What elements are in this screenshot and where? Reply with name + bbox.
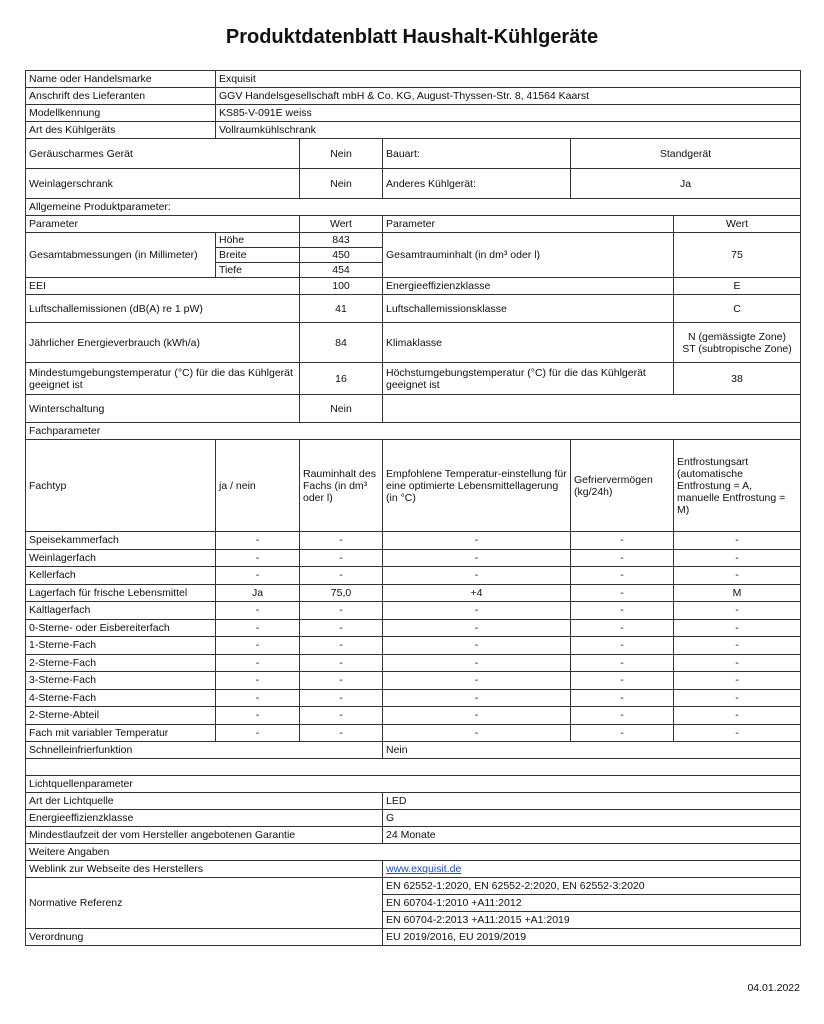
table-header-row [26, 216, 801, 233]
cell-label: EEI [26, 278, 300, 295]
cell-value: 100 [300, 278, 383, 295]
compartment-name: Lagerfach für frische Lebensmittel [26, 584, 216, 602]
compartment-name: 3-Sterne-Fach [26, 672, 216, 690]
cell-label: Höchstumgebungstemperatur (°C) für die das Kühlgerät geeignet ist [383, 363, 674, 395]
table-row [26, 122, 801, 139]
cell-label: Klimaklasse [383, 323, 674, 363]
compartment-temp: - [383, 602, 571, 620]
cell-label: Tiefe [216, 263, 300, 278]
compartment-vol: 75,0 [300, 584, 383, 602]
compartment-name: Kellerfach [26, 567, 216, 585]
table-row [26, 233, 801, 248]
compartment-name: 2-Sterne-Fach [26, 654, 216, 672]
compartment-freeze: - [571, 637, 674, 655]
cell-value: EU 2019/2016, EU 2019/2019 [383, 929, 801, 946]
section-heading: Allgemeine Produktparameter: [26, 199, 801, 216]
compartment-yn: - [216, 654, 300, 672]
table-row [26, 105, 801, 122]
cell-label: Bauart: [383, 139, 571, 169]
compartment-temp: - [383, 672, 571, 690]
table-row [26, 567, 801, 585]
compartment-defrost: - [674, 532, 801, 550]
compartment-freeze: - [571, 584, 674, 602]
table-row [26, 602, 801, 620]
cell-label: Art der Lichtquelle [26, 793, 383, 810]
spacer-row [26, 759, 801, 776]
cell-label: Luftschallemissionsklasse [383, 295, 674, 323]
table-row [26, 637, 801, 655]
compartment-freeze: - [571, 532, 674, 550]
header-cell: Rauminhalt des Fachs (in dm³ oder l) [300, 440, 383, 532]
compartment-temp: - [383, 637, 571, 655]
compartment-yn: - [216, 602, 300, 620]
compartment-rows [26, 532, 801, 742]
cell-value: 843 [300, 233, 383, 248]
cell-value: G [383, 810, 801, 827]
table-row [26, 742, 801, 759]
section-heading: Lichtquellenparameter [26, 776, 801, 793]
cell-value [383, 861, 801, 878]
climate-class-2: ST (subtropische Zone) [682, 342, 792, 355]
compartment-freeze: - [571, 654, 674, 672]
cell-label: Energieeffizienzklasse [383, 278, 674, 295]
cell-value: Nein [300, 395, 383, 423]
cell-value: 75 [674, 233, 801, 278]
header-cell: Parameter [26, 216, 300, 233]
compartment-yn: - [216, 637, 300, 655]
table-row [26, 584, 801, 602]
document-date: 04.01.2022 [747, 982, 800, 994]
compartment-defrost: - [674, 637, 801, 655]
cell-label: Weinlagerschrank [26, 169, 300, 199]
cell-label: Name oder Handelsmarke [26, 71, 216, 88]
compartment-temp: - [383, 707, 571, 725]
compartment-vol: - [300, 689, 383, 707]
cell-value: EN 62552-1:2020, EN 62552-2:2020, EN 62552-3:2020 [383, 878, 801, 895]
cell-label: Anschrift des Lieferanten [26, 88, 216, 105]
compartment-defrost: M [674, 584, 801, 602]
compartment-temp: - [383, 549, 571, 567]
header-cell: ja / nein [216, 440, 300, 532]
cell-label: Verordnung [26, 929, 383, 946]
cell-label: Energieeffizienzklasse [26, 810, 383, 827]
table-row [26, 724, 801, 742]
compartment-vol: - [300, 654, 383, 672]
cell-value: 41 [300, 295, 383, 323]
cell-label: Normative Referenz [26, 878, 383, 929]
product-data-table [25, 70, 801, 946]
cell-label: Höhe [216, 233, 300, 248]
compartment-vol: - [300, 602, 383, 620]
compartment-freeze: - [571, 707, 674, 725]
compartment-yn: - [216, 532, 300, 550]
compartment-vol: - [300, 637, 383, 655]
table-row [26, 619, 801, 637]
header-cell: Entfrostungsart (automatische Entfrostung = A, manuelle Entfrostung = M) [674, 440, 801, 532]
cell-value: Exquisit [216, 71, 801, 88]
compartment-temp: - [383, 689, 571, 707]
table-row [26, 672, 801, 690]
table-row [26, 532, 801, 550]
table-row [26, 169, 801, 199]
cell-label: Breite [216, 248, 300, 263]
compartment-temp: - [383, 654, 571, 672]
compartment-freeze: - [571, 689, 674, 707]
cell-value: EN 60704-1:2010 +A11:2012 [383, 895, 801, 912]
cell-value: GGV Handelsgesellschaft mbH & Co. KG, August-Thyssen-Str. 8, 41564 Kaarst [216, 88, 801, 105]
compartment-yn: - [216, 567, 300, 585]
compartment-defrost: - [674, 672, 801, 690]
cell-value: Nein [300, 139, 383, 169]
compartment-temp: - [383, 532, 571, 550]
compartment-freeze: - [571, 619, 674, 637]
manufacturer-link[interactable]: www.exquisit.de [386, 863, 462, 875]
cell-label: Art des Kühlgeräts [26, 122, 216, 139]
compartment-name: Fach mit variabler Temperatur [26, 724, 216, 742]
cell-label: Anderes Kühlgerät: [383, 169, 571, 199]
cell-value: C [674, 295, 801, 323]
cell-label: Gesamtrauminhalt (in dm³ oder l) [383, 233, 674, 278]
cell-value: Standgerät [571, 139, 801, 169]
section-row [26, 776, 801, 793]
compartment-vol: - [300, 724, 383, 742]
table-row [26, 654, 801, 672]
table-row [26, 707, 801, 725]
compartment-name: 1-Sterne-Fach [26, 637, 216, 655]
table-row [26, 363, 801, 395]
cell-label: Luftschallemissionen (dB(A) re 1 pW) [26, 295, 300, 323]
compartment-name: 2-Sterne-Abteil [26, 707, 216, 725]
compartment-vol: - [300, 619, 383, 637]
section-row [26, 844, 801, 861]
compartment-yn: - [216, 707, 300, 725]
compartment-yn: Ja [216, 584, 300, 602]
cell-label: Geräuscharmes Gerät [26, 139, 300, 169]
cell-value: EN 60704-2:2013 +A11:2015 +A1:2019 [383, 912, 801, 929]
cell-value: KS85-V-091E weiss [216, 105, 801, 122]
cell-value: Vollraumkühlschrank [216, 122, 801, 139]
compartment-defrost: - [674, 567, 801, 585]
table-row [26, 549, 801, 567]
cell-label: Gesamtabmessungen (in Millimeter) [26, 233, 216, 278]
header-cell: Fachtyp [26, 440, 216, 532]
header-cell: Empfohlene Temperatur-einstellung für eine optimierte Lebensmittellagerung (in °C) [383, 440, 571, 532]
table-row [26, 929, 801, 946]
cell-value: 16 [300, 363, 383, 395]
table-row [26, 295, 801, 323]
compartment-vol: - [300, 707, 383, 725]
table-row [26, 861, 801, 878]
section-heading: Fachparameter [26, 423, 801, 440]
table-row [26, 139, 801, 169]
section-row [26, 199, 801, 216]
compartment-yn: - [216, 672, 300, 690]
compartment-temp: - [383, 567, 571, 585]
cell-value: Nein [300, 169, 383, 199]
compartment-yn: - [216, 689, 300, 707]
table-row [26, 827, 801, 844]
header-cell: Wert [674, 216, 801, 233]
climate-class-1: N (gemässigte Zone) [687, 330, 787, 343]
compartment-name: Weinlagerfach [26, 549, 216, 567]
table-row [26, 88, 801, 105]
compartment-temp: - [383, 724, 571, 742]
compartment-yn: - [216, 619, 300, 637]
cell-value: LED [383, 793, 801, 810]
cell-value: 84 [300, 323, 383, 363]
compartment-temp: - [383, 619, 571, 637]
cell-label: Modellkennung [26, 105, 216, 122]
cell-label: Jährlicher Energieverbrauch (kWh/a) [26, 323, 300, 363]
compartment-yn: - [216, 549, 300, 567]
cell-value: 450 [300, 248, 383, 263]
header-cell: Wert [300, 216, 383, 233]
table-row [26, 793, 801, 810]
compartment-name: 4-Sterne-Fach [26, 689, 216, 707]
table-row [26, 278, 801, 295]
compartment-defrost: - [674, 724, 801, 742]
compartment-defrost: - [674, 619, 801, 637]
cell-value: E [674, 278, 801, 295]
cell-value: 38 [674, 363, 801, 395]
compartment-name: Speisekammerfach [26, 532, 216, 550]
table-header-row [26, 440, 801, 532]
compartment-vol: - [300, 672, 383, 690]
compartment-defrost: - [674, 689, 801, 707]
compartment-freeze: - [571, 602, 674, 620]
compartment-defrost: - [674, 602, 801, 620]
compartment-defrost: - [674, 549, 801, 567]
table-row [26, 323, 801, 363]
compartment-vol: - [300, 532, 383, 550]
cell-label: Mindestumgebungstemperatur (°C) für die das Kühlgerät geeignet ist [26, 363, 300, 395]
table-row [26, 689, 801, 707]
cell-value: 454 [300, 263, 383, 278]
header-cell: Gefriervermögen (kg/24h) [571, 440, 674, 532]
cell-label: Mindestlaufzeit der vom Hersteller angebotenen Garantie [26, 827, 383, 844]
cell-label: Winterschaltung [26, 395, 300, 423]
header-cell: Parameter [383, 216, 674, 233]
table-row [26, 71, 801, 88]
cell-value: 24 Monate [383, 827, 801, 844]
sheet-title: Produktdatenblatt Haushalt-Kühlgeräte [225, 26, 599, 48]
section-row [26, 423, 801, 440]
compartment-freeze: - [571, 672, 674, 690]
cell-value [674, 323, 801, 363]
compartment-temp: +4 [383, 584, 571, 602]
cell-empty [26, 759, 801, 776]
compartment-vol: - [300, 549, 383, 567]
compartment-vol: - [300, 567, 383, 585]
compartment-yn: - [216, 724, 300, 742]
table-row [26, 810, 801, 827]
compartment-freeze: - [571, 549, 674, 567]
cell-value: Ja [571, 169, 801, 199]
cell-value: Nein [383, 742, 801, 759]
cell-label: Schnelleinfrierfunktion [26, 742, 383, 759]
table-row [26, 878, 801, 895]
table-row [26, 395, 801, 423]
section-heading: Weitere Angaben [26, 844, 801, 861]
compartment-freeze: - [571, 567, 674, 585]
compartment-name: Kaltlagerfach [26, 602, 216, 620]
compartment-defrost: - [674, 707, 801, 725]
compartment-freeze: - [571, 724, 674, 742]
cell-empty [383, 395, 801, 423]
cell-label: Weblink zur Webseite des Herstellers [26, 861, 383, 878]
compartment-defrost: - [674, 654, 801, 672]
compartment-name: 0-Sterne- oder Eisbereiterfach [26, 619, 216, 637]
